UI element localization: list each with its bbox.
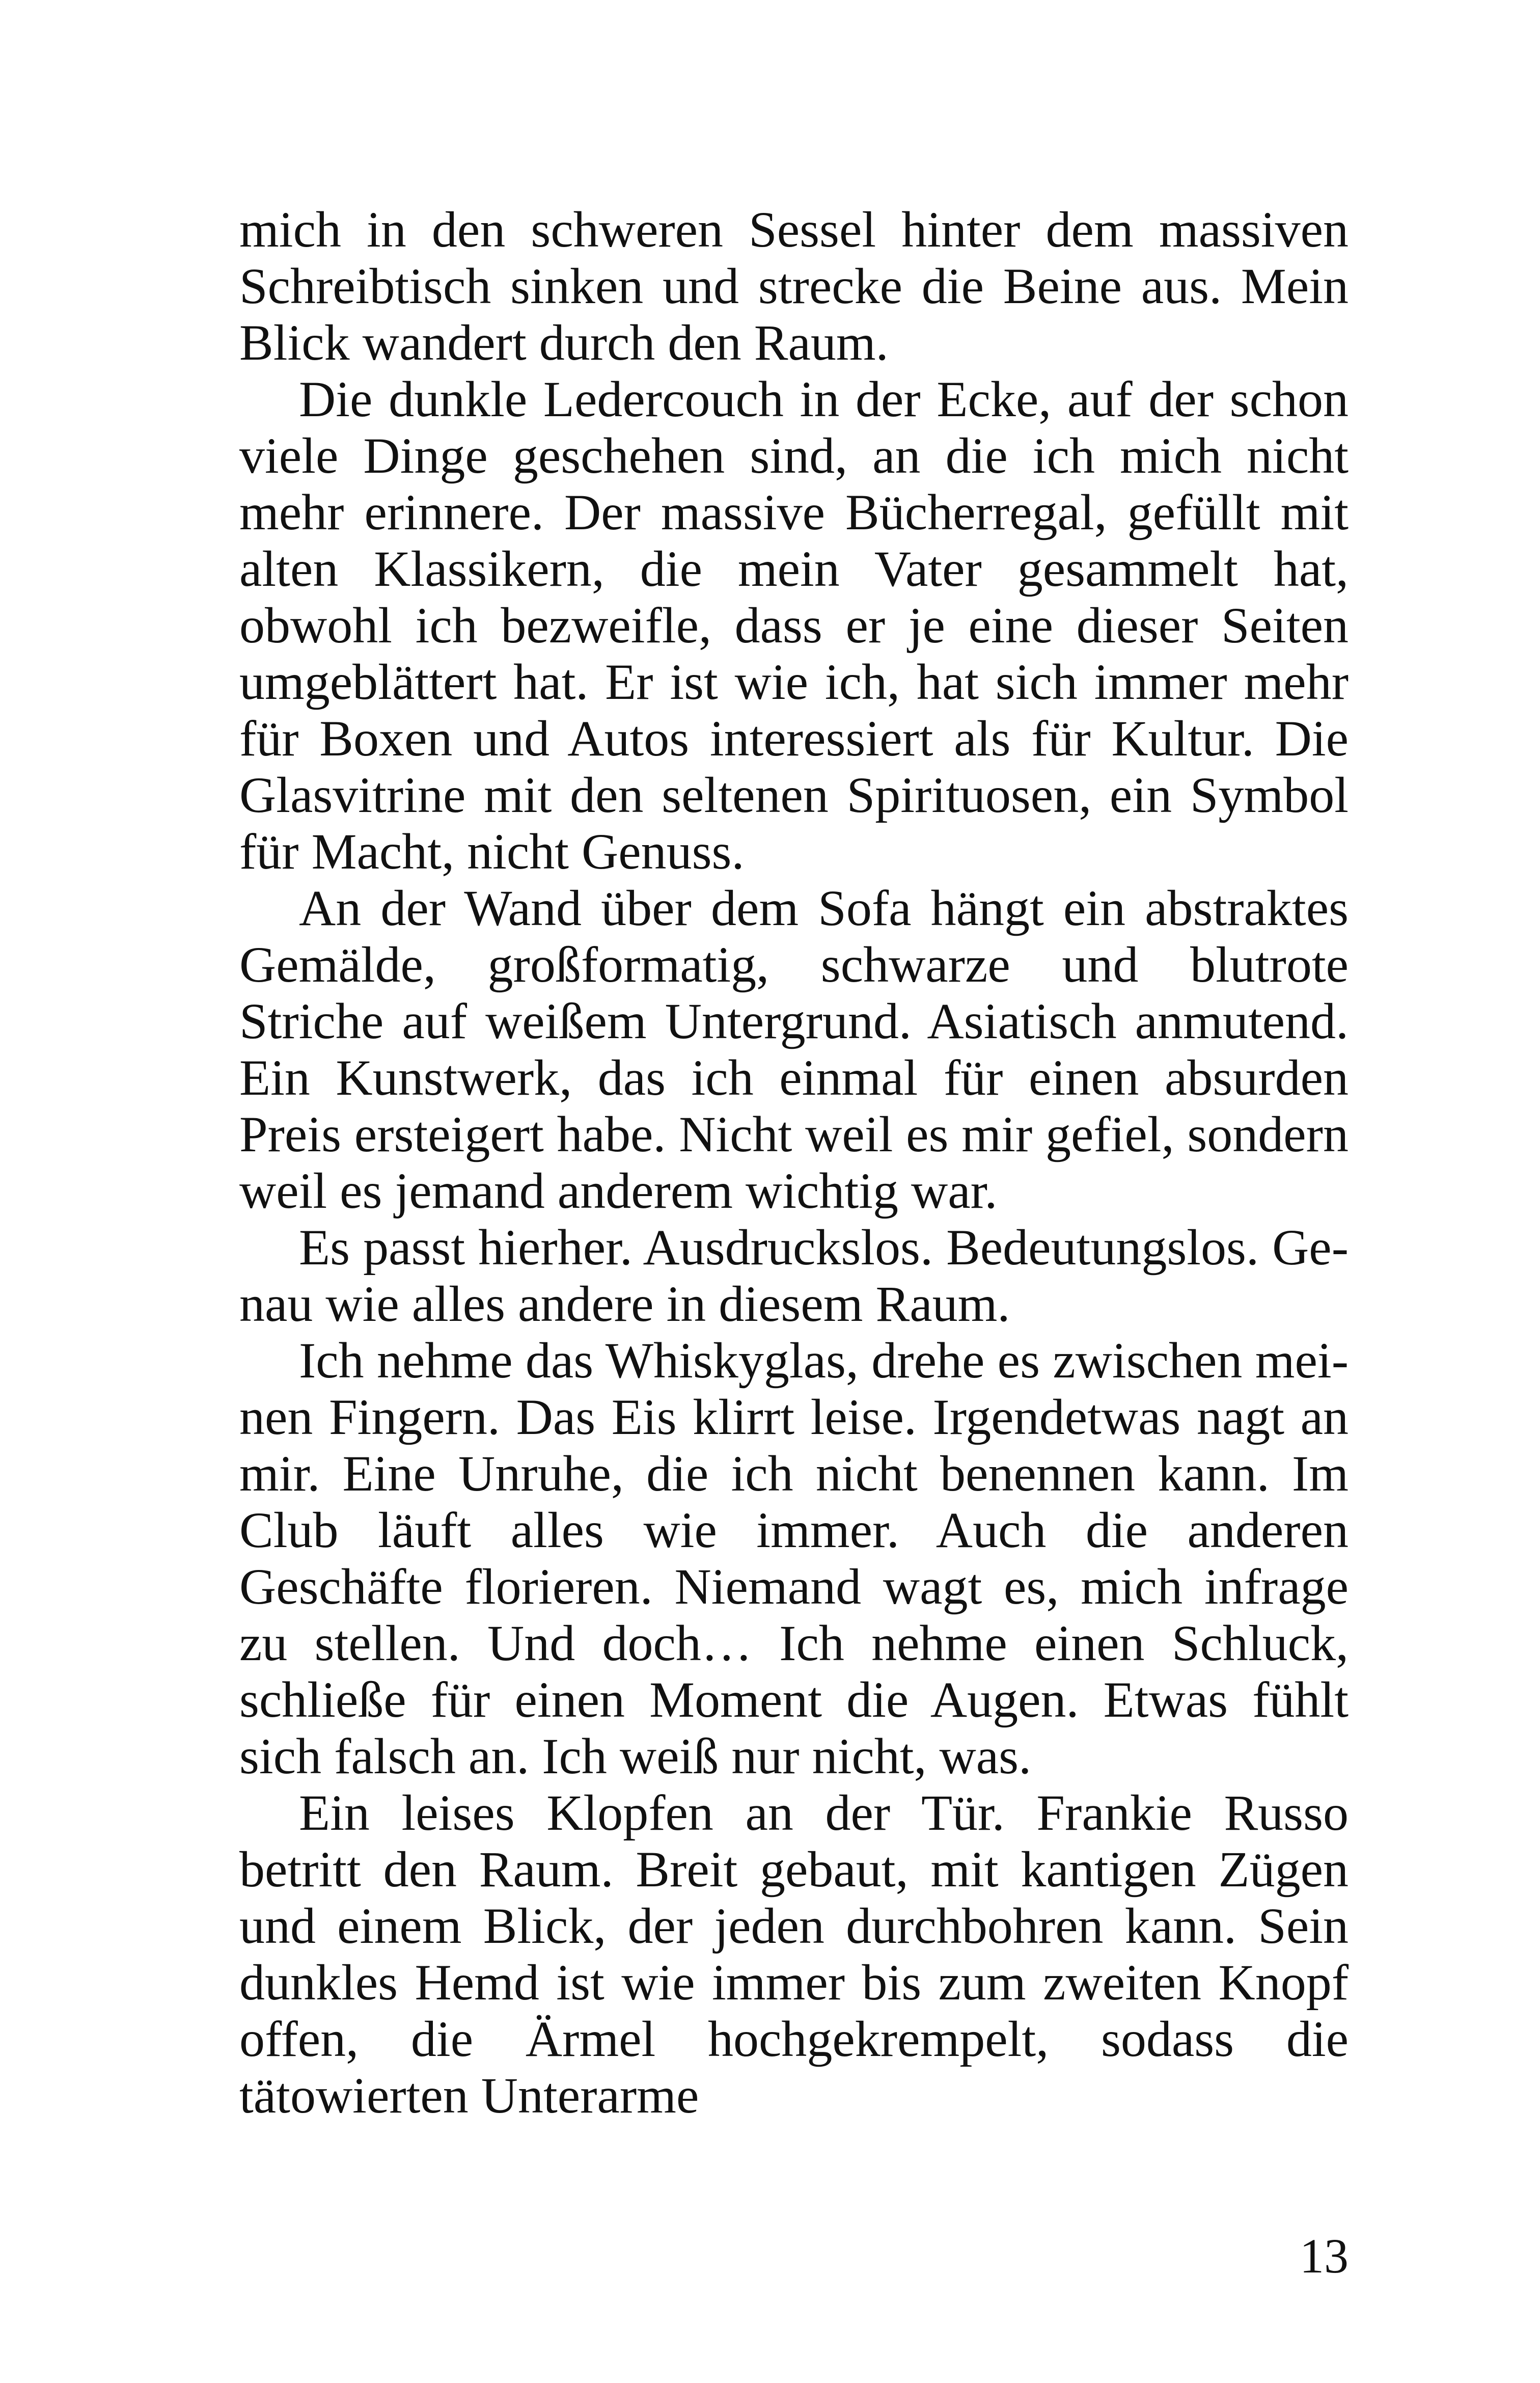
page-number: 13 [1300,2229,1349,2283]
body-text [239,201,1349,2124]
paragraph: Ich nehme das Whiskyglas, drehe es zwischen meinen Fingern. Das Eis klirrt leise. Irgendetwas nagt an mir. Eine Unruhe, die ich nicht benennen kann. Im Club läuft alles wie immer. Auch die anderen Geschäfte florieren. Niemand wagt es, mich infrage zu stellen. Und doch… Ich nehme einen Schluck, schließe für einen Moment die Augen. Etwas fühlt sich falsch an. Ich weiß nur nicht, was. [239,1332,1349,1784]
paragraph: mich in den schweren Sessel hinter dem massiven Schreibtisch sinken und strecke die Beine aus. Mein Blick wandert durch den Raum. [239,201,1349,371]
paragraph: Die dunkle Ledercouch in der Ecke, auf der schon viele Dinge geschehen sind, an die ich mich nicht mehr erinnere. Der massive Bücherregal, gefüllt mit alten Klassikern, die mein Vater gesammelt hat, obwohl ich bezweifle, dass er je eine dieser Seiten umgeblättert hat. Er ist wie ich, hat sich immer mehr für Boxen und Autos interessiert als für Kultur. Die Glasvitrine mit den seltenen Spirituosen, ein Symbol für Macht, nicht Genuss. [239,371,1349,880]
paragraph: Es passt hierher. Ausdruckslos. Bedeutungslos. Genau wie alles andere in diesem Raum. [239,1219,1349,1332]
paragraph: An der Wand über dem Sofa hängt ein abstraktes Gemälde, großformatig, schwarze und blutrote Striche auf weißem Untergrund. Asiatisch anmutend. Ein Kunstwerk, das ich einmal für einen absurden Preis ersteigert habe. Nicht weil es mir gefiel, sondern weil es jemand anderem wichtig war. [239,880,1349,1219]
paragraph: Ein leises Klopfen an der Tür. Frankie Russo betritt den Raum. Breit gebaut, mit kantigen Zügen und einem Blick, der jeden durchbohren kann. Sein dunkles Hemd ist wie immer bis zum zweiten Knopf offen, die Ärmel hochgekrempelt, sodass die tätowierten Unterarme [239,1784,1349,2124]
